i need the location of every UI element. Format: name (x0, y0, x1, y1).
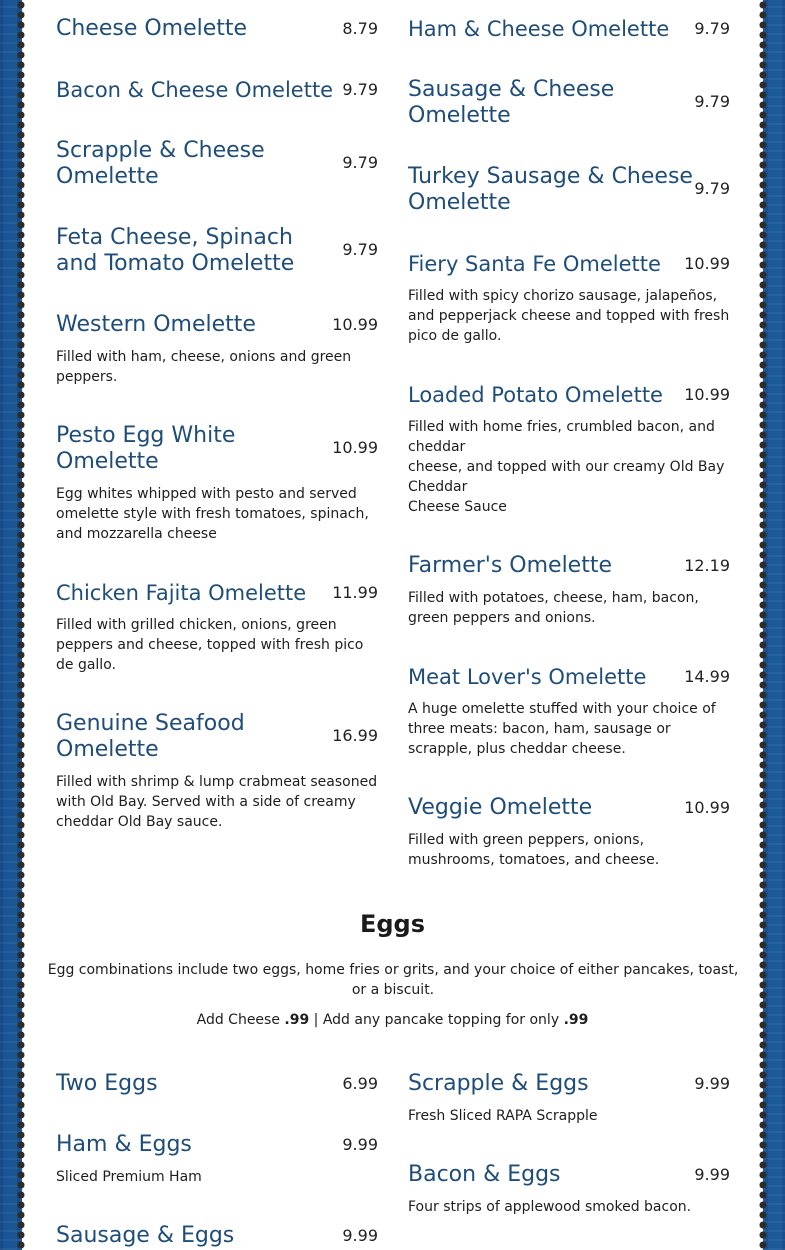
item-price: 9.79 (342, 240, 378, 259)
item-price: 9.79 (342, 80, 378, 99)
item-price: 9.79 (694, 19, 730, 38)
item-name: Bacon & Cheese Omelette (56, 78, 334, 102)
item-price: 9.99 (694, 1165, 730, 1184)
item-price: 14.99 (684, 667, 730, 686)
section-title-eggs: Eggs (359, 910, 426, 938)
item-price: 10.99 (332, 438, 378, 457)
item-name: Ham & Eggs (56, 1132, 192, 1157)
item-price: 10.99 (684, 254, 730, 273)
item-name: Scrapple & Cheese Omelette (56, 138, 265, 189)
menu-item (408, 77, 730, 133)
item-name: Turkey Sausage & Cheese Omelette (408, 164, 693, 215)
menu-item (56, 77, 378, 107)
item-name: Veggie Omelette (408, 795, 593, 820)
item-description: Fresh Sliced RAPA Scrapple (408, 1108, 598, 1124)
menu-item (56, 711, 378, 835)
menu-item (56, 1132, 378, 1192)
item-description: Filled with ham, cheese, onions and green peppers. (56, 349, 352, 385)
item-name: Western Omelette (56, 312, 256, 337)
section-note (22, 1010, 763, 1030)
section-intro: Egg combinations include two eggs, home fries or grits, and your choice of either pancakes, toast, or a biscuit. (47, 962, 739, 998)
item-description: Filled with shrimp & lump crabmeat seasoned with Old Bay. Served with a side of creamy cheddar Old Bay sauce. (56, 774, 378, 830)
item-price: 10.99 (684, 798, 730, 817)
item-price: 8.79 (342, 19, 378, 38)
menu-item (56, 225, 378, 281)
item-name: Loaded Potato Omelette (408, 383, 663, 407)
menu-item (408, 553, 730, 633)
item-name: Feta Cheese, Spinach and Tomato Omelette (56, 225, 295, 276)
menu-item (56, 1223, 378, 1250)
menu-item (408, 251, 730, 351)
item-name: Genuine Seafood Omelette (56, 711, 245, 762)
item-name: Chicken Fajita Omelette (56, 581, 307, 605)
item-name: Sausage & Eggs (56, 1223, 235, 1248)
menu-item (56, 1071, 378, 1101)
item-name: Sausage & Cheese Omelette (408, 77, 615, 128)
item-description: Filled with potatoes, cheese, ham, bacon, green peppers and onions. (408, 590, 699, 626)
note-price: .99 (563, 1012, 589, 1028)
item-name: Ham & Cheese Omelette (408, 17, 670, 41)
item-name: Farmer's Omelette (408, 553, 613, 578)
item-description: Filled with spicy chorizo sausage, jalapeños, and pepperjack cheese and topped with fresh pico de gallo. (408, 288, 730, 344)
dotted-border-right (758, 0, 768, 1250)
menu-item (408, 795, 730, 875)
menu-item (56, 580, 378, 680)
item-price: 9.99 (342, 1226, 378, 1245)
item-price: 9.79 (694, 92, 730, 111)
item-description: Egg whites whipped with pesto and served omelette style with fresh tomatoes, spinach, and mozzarella cheese (56, 486, 369, 542)
menu-item (56, 16, 378, 46)
menu-item (56, 138, 378, 194)
item-price: 10.99 (684, 385, 730, 404)
menu-item (408, 664, 730, 764)
item-price: 12.19 (684, 556, 730, 575)
item-name: Meat Lover's Omelette (408, 665, 647, 689)
item-price: 9.99 (342, 1135, 378, 1154)
item-price: 11.99 (332, 583, 378, 602)
note-price: .99 (284, 1012, 310, 1028)
item-name: Fiery Santa Fe Omelette (408, 252, 661, 276)
item-name: Bacon & Eggs (408, 1162, 561, 1187)
item-price: 9.99 (694, 1074, 730, 1093)
menu-item (408, 1162, 730, 1222)
item-name: Two Eggs (56, 1071, 158, 1096)
item-description: Sliced Premium Ham (56, 1169, 202, 1185)
menu-item (56, 423, 378, 547)
item-price: 10.99 (332, 315, 378, 334)
menu-item (408, 164, 730, 220)
item-description: Filled with home fries, crumbled bacon, and cheddar cheese, and topped with our creamy Old Bay Cheddar Cheese Sauce (408, 419, 725, 515)
note-text: | Add any pancake topping for only (309, 1012, 564, 1028)
item-description: A huge omelette stuffed with your choice of three meats: bacon, ham, sausage or scrapple, plus cheddar cheese. (408, 701, 716, 757)
item-price: 9.79 (342, 153, 378, 172)
menu-item (408, 382, 730, 522)
item-price: 6.99 (342, 1074, 378, 1093)
item-name: Scrapple & Eggs (408, 1071, 589, 1096)
item-price: 9.79 (694, 179, 730, 198)
item-description: Four strips of applewood smoked bacon. (408, 1199, 692, 1215)
item-name: Pesto Egg White Omelette (56, 423, 236, 474)
item-description: Filled with grilled chicken, onions, green peppers and cheese, topped with fresh pico de gallo. (56, 617, 364, 673)
menu-item (408, 1071, 730, 1131)
item-price: 16.99 (332, 726, 378, 745)
item-description: Filled with green peppers, onions, mushrooms, tomatoes, and cheese. (408, 832, 660, 868)
dotted-border-left (16, 0, 26, 1250)
menu-item (408, 16, 730, 46)
note-text: Add Cheese (196, 1012, 285, 1028)
item-name: Cheese Omelette (56, 16, 248, 41)
menu-item (56, 312, 378, 392)
